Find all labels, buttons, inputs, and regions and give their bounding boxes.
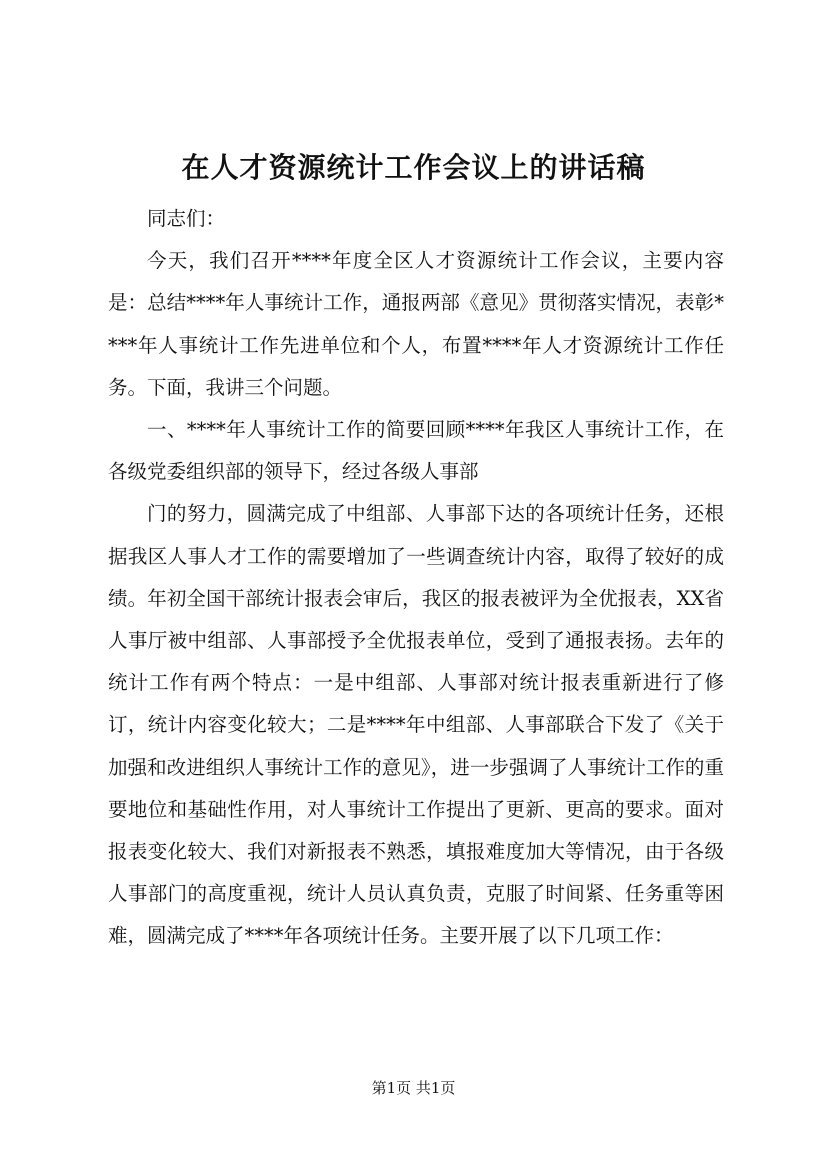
- document-body: [108, 198, 724, 958]
- document-title: 在人才资源统计工作会议上的讲话稿: [181, 151, 646, 184]
- page-footer: 第1页 共1页: [371, 1079, 456, 1097]
- section-one-content-paragraph: 门的努力，圆满完成了中组部、人事部下达的各项统计任务，还根据我区人事人才工作的需要增加了一些调查统计内容，取得了较好的成绩。年初全国干部统计报表会审后，我区的报表被评为全优报表，XX省人事厅被中组部、人事部授予全优报表单位，受到了通报表扬。去年的统计工作有两个特点：一是中组部、人事部对统计报表重新进行了修订，统计内容变化较大；二是****年中组部、人事部联合下发了《关于加强和改进组织人事统计工作的意见》，进一步强调了人事统计工作的重要地位和基础性作用，对人事统计工作提出了更新、更高的要求。面对报表变化较大、我们对新报表不熟悉，填报难度加大等情况，由于各级人事部门的高度重视，统计人员认真负责，克服了时间紧、任务重等困难，圆满完成了****年各项统计任务。主要开展了以下几项工作：: [108, 502, 724, 948]
- salutation-paragraph: 同志们：: [147, 207, 226, 230]
- section-one-heading-paragraph: 一、****年人事统计工作的简要回顾****年我区人事统计工作，在各级党委组织部的领导下，经过各级人事部: [108, 418, 724, 484]
- intro-paragraph: 今天，我们召开****年度全区人才资源统计工作会议，主要内容是：总结****年人事统计工作，通报两部《意见》贯彻落实情况，表彰****年人事统计工作先进单位和个人，布置****年人才资源统计工作任务。下面，我讲三个问题。: [108, 249, 724, 399]
